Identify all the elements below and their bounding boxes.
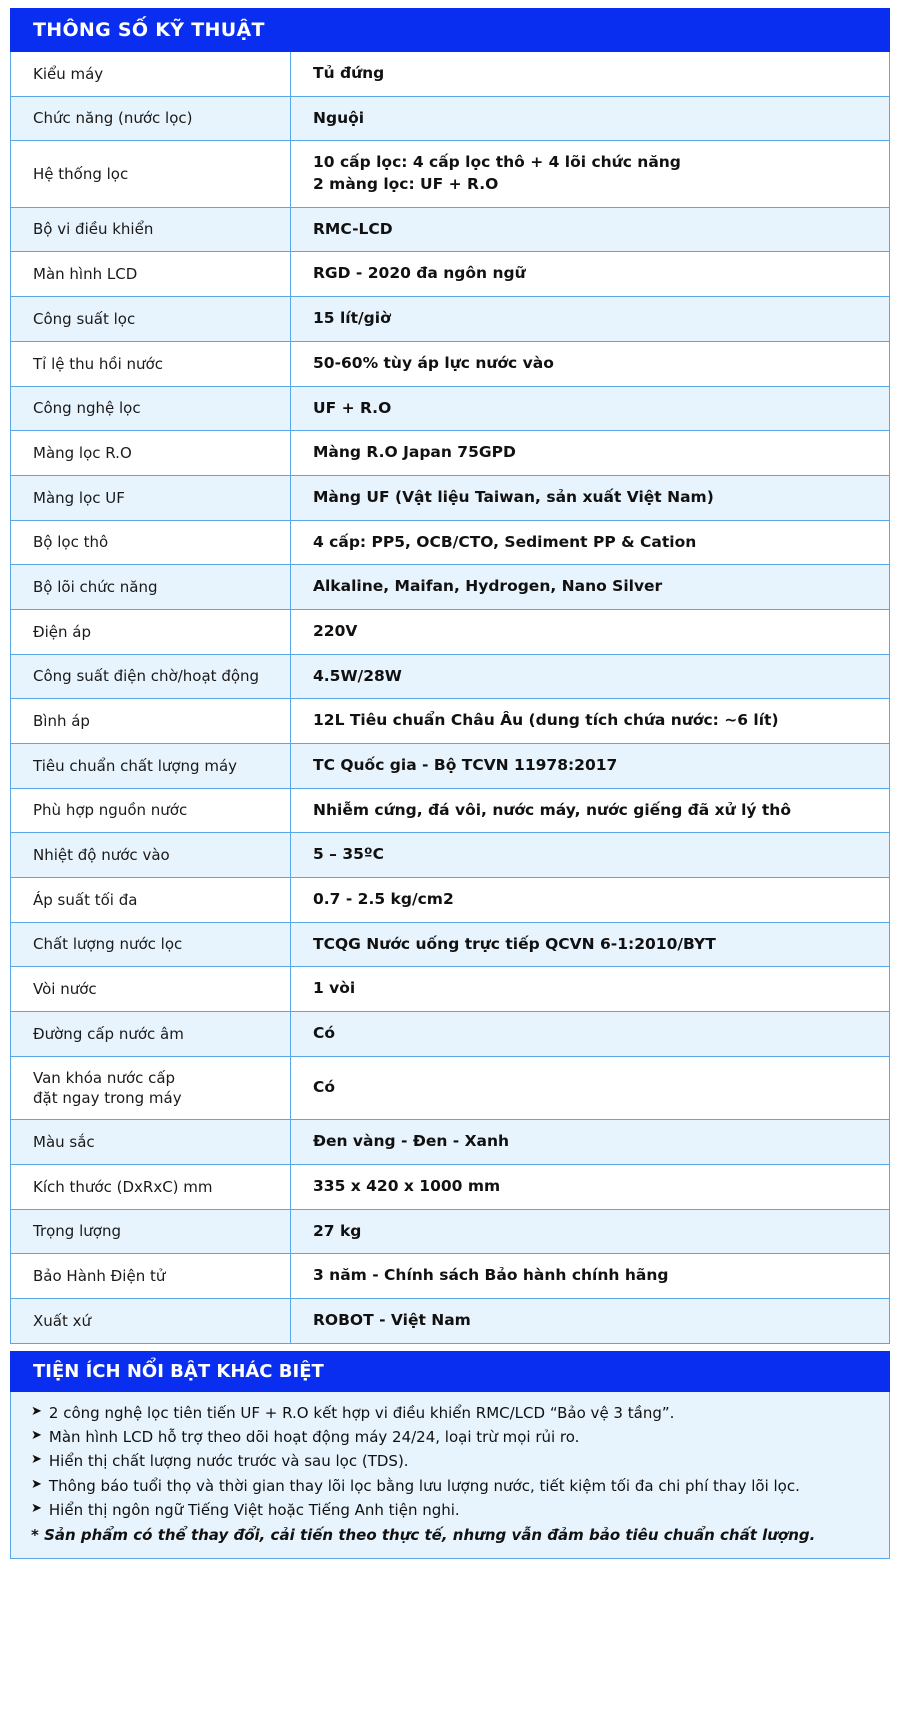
spec-label-line: Nhiệt độ nước vào xyxy=(33,846,170,865)
list-item-text: Màn hình LCD hỗ trợ theo dõi hoạt động máy 24/24, loại trừ mọi rủi ro. xyxy=(48,1428,580,1447)
list-item-text: Hiển thị chất lượng nước trước và sau lọc (TDS). xyxy=(48,1452,409,1471)
spec-label-cell xyxy=(11,1254,291,1299)
spec-value-cell xyxy=(291,52,890,96)
table-row xyxy=(11,520,890,565)
spec-label-cell xyxy=(11,341,291,386)
spec-label-line: Công suất lọc xyxy=(33,309,136,328)
spec-value-cell xyxy=(291,1120,890,1165)
spec-label-cell xyxy=(11,297,291,342)
table-row xyxy=(11,297,890,342)
list-item xyxy=(31,1498,875,1522)
spec-label-line: Bình áp xyxy=(33,712,90,731)
table-row xyxy=(11,1254,890,1299)
spec-label-line: Công nghệ lọc xyxy=(33,399,141,418)
spec-value-line: 4 cấp: PP5, OCB/CTO, Sediment PP & Cation xyxy=(313,532,697,551)
spec-value-cell xyxy=(291,386,890,431)
spec-value-cell xyxy=(291,431,890,476)
spec-label-line: Chức năng (nước lọc) xyxy=(33,109,193,128)
table-row xyxy=(11,609,890,654)
spec-value-line: Alkaline, Maifan, Hydrogen, Nano Silver xyxy=(313,577,663,596)
spec-value-line: RMC-LCD xyxy=(313,219,393,238)
spec-value-line: Đen vàng - Đen - Xanh xyxy=(313,1132,510,1151)
table-row xyxy=(11,341,890,386)
spec-label-line: Tiêu chuẩn chất lượng máy xyxy=(33,756,238,775)
spec-label-line: Đường cấp nước âm xyxy=(33,1024,184,1043)
spec-value-cell xyxy=(291,96,890,141)
spec-label-line: Công suất điện chờ/hoạt động xyxy=(33,667,260,686)
spec-value-line: 3 năm - Chính sách Bảo hành chính hãng xyxy=(313,1266,669,1285)
arrow-bullet-icon: ➤ xyxy=(31,1476,42,1492)
spec-label-cell xyxy=(11,52,291,96)
spec-label-cell xyxy=(11,1120,291,1165)
spec-label-line: Bộ lõi chức năng xyxy=(33,577,158,596)
table-row xyxy=(11,1056,890,1120)
spec-label-cell xyxy=(11,475,291,520)
spec-value-cell xyxy=(291,967,890,1012)
spec-value-cell xyxy=(291,699,890,744)
spec-value-line: TC Quốc gia - Bộ TCVN 11978:2017 xyxy=(313,756,618,774)
spec-label-cell xyxy=(11,252,291,297)
spec-label-cell xyxy=(11,1209,291,1254)
spec-value-line: 1 vòi xyxy=(313,979,356,998)
spec-value-line: 220V xyxy=(313,621,358,640)
table-row xyxy=(11,96,890,141)
list-item-text: Hiển thị ngôn ngữ Tiếng Việt hoặc Tiếng Anh tiện nghi. xyxy=(48,1500,460,1519)
spec-value-line: Nguội xyxy=(313,108,365,127)
list-item xyxy=(31,1449,875,1473)
table-row xyxy=(11,1012,890,1057)
spec-table xyxy=(10,52,890,1344)
spec-value-cell xyxy=(291,141,890,207)
spec-value-cell xyxy=(291,1012,890,1057)
spec-label-line: Bảo Hành Điện tử xyxy=(33,1267,166,1286)
spec-label-cell xyxy=(11,878,291,923)
arrow-bullet-icon: ➤ xyxy=(31,1500,42,1516)
table-row xyxy=(11,386,890,431)
spec-value-cell xyxy=(291,297,890,342)
spec-label-line: Vòi nước xyxy=(33,980,97,999)
spec-value-cell xyxy=(291,744,890,789)
spec-label-cell xyxy=(11,833,291,878)
spec-value-cell xyxy=(291,833,890,878)
table-row xyxy=(11,788,890,833)
spec-value-line: RGD - 2020 đa ngôn ngữ xyxy=(313,264,526,283)
spec-value-line: Có xyxy=(313,1078,336,1097)
spec-label-line: Xuất xứ xyxy=(33,1311,92,1330)
table-row xyxy=(11,1165,890,1210)
spec-label-cell xyxy=(11,609,291,654)
spec-value-line: 10 cấp lọc: 4 cấp lọc thô + 4 lõi chức năng xyxy=(313,153,681,172)
spec-value-line: ROBOT - Việt Nam xyxy=(313,1311,471,1330)
spec-label-cell xyxy=(11,96,291,141)
spec-label-line: Điện áp xyxy=(33,622,92,641)
spec-value-line: Nhiễm cứng, đá vôi, nước máy, nước giếng đã xử lý thô xyxy=(313,800,791,819)
list-item-text: Thông báo tuổi thọ và thời gian thay lõi lọc bằng lưu lượng nước, tiết kiệm tối đa chi phí thay lõi lọc. xyxy=(48,1476,800,1495)
spec-value-line: TCQG Nước uống trực tiếp QCVN 6-1:2010/BYT xyxy=(313,934,716,953)
table-row xyxy=(11,967,890,1012)
spec-label-line: Hệ thống lọc xyxy=(33,164,129,183)
spec-value-line: 12L Tiêu chuẩn Châu Âu (dung tích chứa nước: ~6 lít) xyxy=(313,711,779,730)
arrow-bullet-icon: ➤ xyxy=(31,1452,42,1468)
spec-value-cell xyxy=(291,922,890,967)
spec-value-line: 27 kg xyxy=(313,1221,362,1240)
table-row xyxy=(11,1299,890,1344)
table-row xyxy=(11,565,890,610)
table-row xyxy=(11,833,890,878)
spec-table-header: THÔNG SỐ KỸ THUẬT xyxy=(10,8,890,52)
arrow-bullet-icon: ➤ xyxy=(31,1403,42,1419)
table-row xyxy=(11,475,890,520)
table-row xyxy=(11,207,890,252)
table-row xyxy=(11,141,890,207)
spec-label-line: Trọng lượng xyxy=(33,1222,121,1241)
spec-label-cell xyxy=(11,654,291,699)
spec-label-cell xyxy=(11,1056,291,1120)
spec-label-line: Màn hình LCD xyxy=(33,265,138,284)
spec-label-cell xyxy=(11,386,291,431)
table-row xyxy=(11,654,890,699)
spec-table-body xyxy=(11,52,890,1343)
spec-value-line: 50-60% tùy áp lực nước vào xyxy=(313,353,554,372)
spec-value-line: Có xyxy=(313,1024,336,1043)
list-item xyxy=(31,1401,875,1425)
spec-value-cell xyxy=(291,654,890,699)
spec-value-line: 335 x 420 x 1000 mm xyxy=(313,1177,501,1195)
table-row xyxy=(11,922,890,967)
spec-label-cell xyxy=(11,141,291,207)
spec-value-cell xyxy=(291,475,890,520)
spec-label-cell xyxy=(11,744,291,789)
table-row xyxy=(11,252,890,297)
spec-value-line: UF + R.O xyxy=(313,398,392,417)
table-row xyxy=(11,52,890,96)
spec-label-cell xyxy=(11,1299,291,1344)
spec-value-line: Tủ đứng xyxy=(313,64,385,82)
spec-label-line: Áp suất tối đa xyxy=(33,890,138,909)
benefits-note: * Sản phẩm có thể thay đổi, cải tiến theo thực tế, nhưng vẫn đảm bảo tiêu chuẩn chất lượng. xyxy=(31,1526,816,1545)
spec-label-cell xyxy=(11,431,291,476)
table-row xyxy=(11,431,890,476)
spec-label-line: Bộ lọc thô xyxy=(33,533,109,552)
spec-label-line: Chất lượng nước lọc xyxy=(33,935,183,954)
spec-label-cell xyxy=(11,1165,291,1210)
spec-value-line: 0.7 - 2.5 kg/cm2 xyxy=(313,890,454,909)
spec-label-line: Phù hợp nguồn nước xyxy=(33,801,188,820)
table-row xyxy=(11,878,890,923)
spec-value-cell xyxy=(291,341,890,386)
spec-label-line: Bộ vi điều khiển xyxy=(33,220,154,239)
spec-label-cell xyxy=(11,967,291,1012)
arrow-bullet-icon: ➤ xyxy=(31,1428,42,1444)
spec-value-cell xyxy=(291,565,890,610)
benefits-header: TIỆN ÍCH NỔI BẬT KHÁC BIỆT xyxy=(10,1351,890,1392)
spec-value-cell xyxy=(291,1165,890,1210)
spec-label-cell xyxy=(11,1012,291,1057)
spec-label-cell xyxy=(11,699,291,744)
list-item xyxy=(31,1474,875,1498)
spec-label-line: Kích thước (DxRxC) mm xyxy=(33,1177,213,1196)
spec-value-cell xyxy=(291,1056,890,1120)
list-item xyxy=(31,1425,875,1449)
spec-value-line: 4.5W/28W xyxy=(313,666,402,685)
spec-label-line: đặt ngay trong máy xyxy=(33,1089,182,1108)
spec-value-cell xyxy=(291,609,890,654)
spec-value-cell xyxy=(291,878,890,923)
list-item-text: 2 công nghệ lọc tiên tiến UF + R.O kết hợp vi điều khiển RMC/LCD “Bảo vệ 3 tầng”. xyxy=(48,1403,675,1422)
spec-value-line: 2 màng lọc: UF + R.O xyxy=(313,175,499,194)
benefits-body xyxy=(10,1392,890,1559)
spec-value-cell xyxy=(291,1299,890,1344)
spec-label-line: Màng lọc R.O xyxy=(33,443,132,462)
spec-label-line: Kiểu máy xyxy=(33,64,104,83)
spec-value-cell xyxy=(291,1254,890,1299)
spec-value-line: Màng R.O Japan 75GPD xyxy=(313,443,516,462)
spec-value-cell xyxy=(291,252,890,297)
spec-value-cell xyxy=(291,1209,890,1254)
spec-value-cell xyxy=(291,520,890,565)
spec-value-cell xyxy=(291,788,890,833)
spec-value-line: 15 lít/giờ xyxy=(313,309,391,328)
spec-label-cell xyxy=(11,520,291,565)
spec-value-line: 5 – 35ºC xyxy=(313,845,385,864)
spec-label-line: Màng lọc UF xyxy=(33,488,125,507)
spec-value-cell xyxy=(291,207,890,252)
spec-label-cell xyxy=(11,922,291,967)
table-row xyxy=(11,1209,890,1254)
spec-label-line: Tỉ lệ thu hồi nước xyxy=(33,354,163,373)
benefits-list xyxy=(31,1401,875,1522)
spec-label-line: Van khóa nước cấp xyxy=(33,1068,176,1087)
table-row xyxy=(11,1120,890,1165)
spec-value-line: Màng UF (Vật liệu Taiwan, sản xuất Việt Nam) xyxy=(313,487,714,506)
table-row xyxy=(11,699,890,744)
spec-label-cell xyxy=(11,788,291,833)
table-row xyxy=(11,744,890,789)
spec-label-cell xyxy=(11,565,291,610)
spec-label-cell xyxy=(11,207,291,252)
spec-label-line: Màu sắc xyxy=(33,1133,95,1152)
